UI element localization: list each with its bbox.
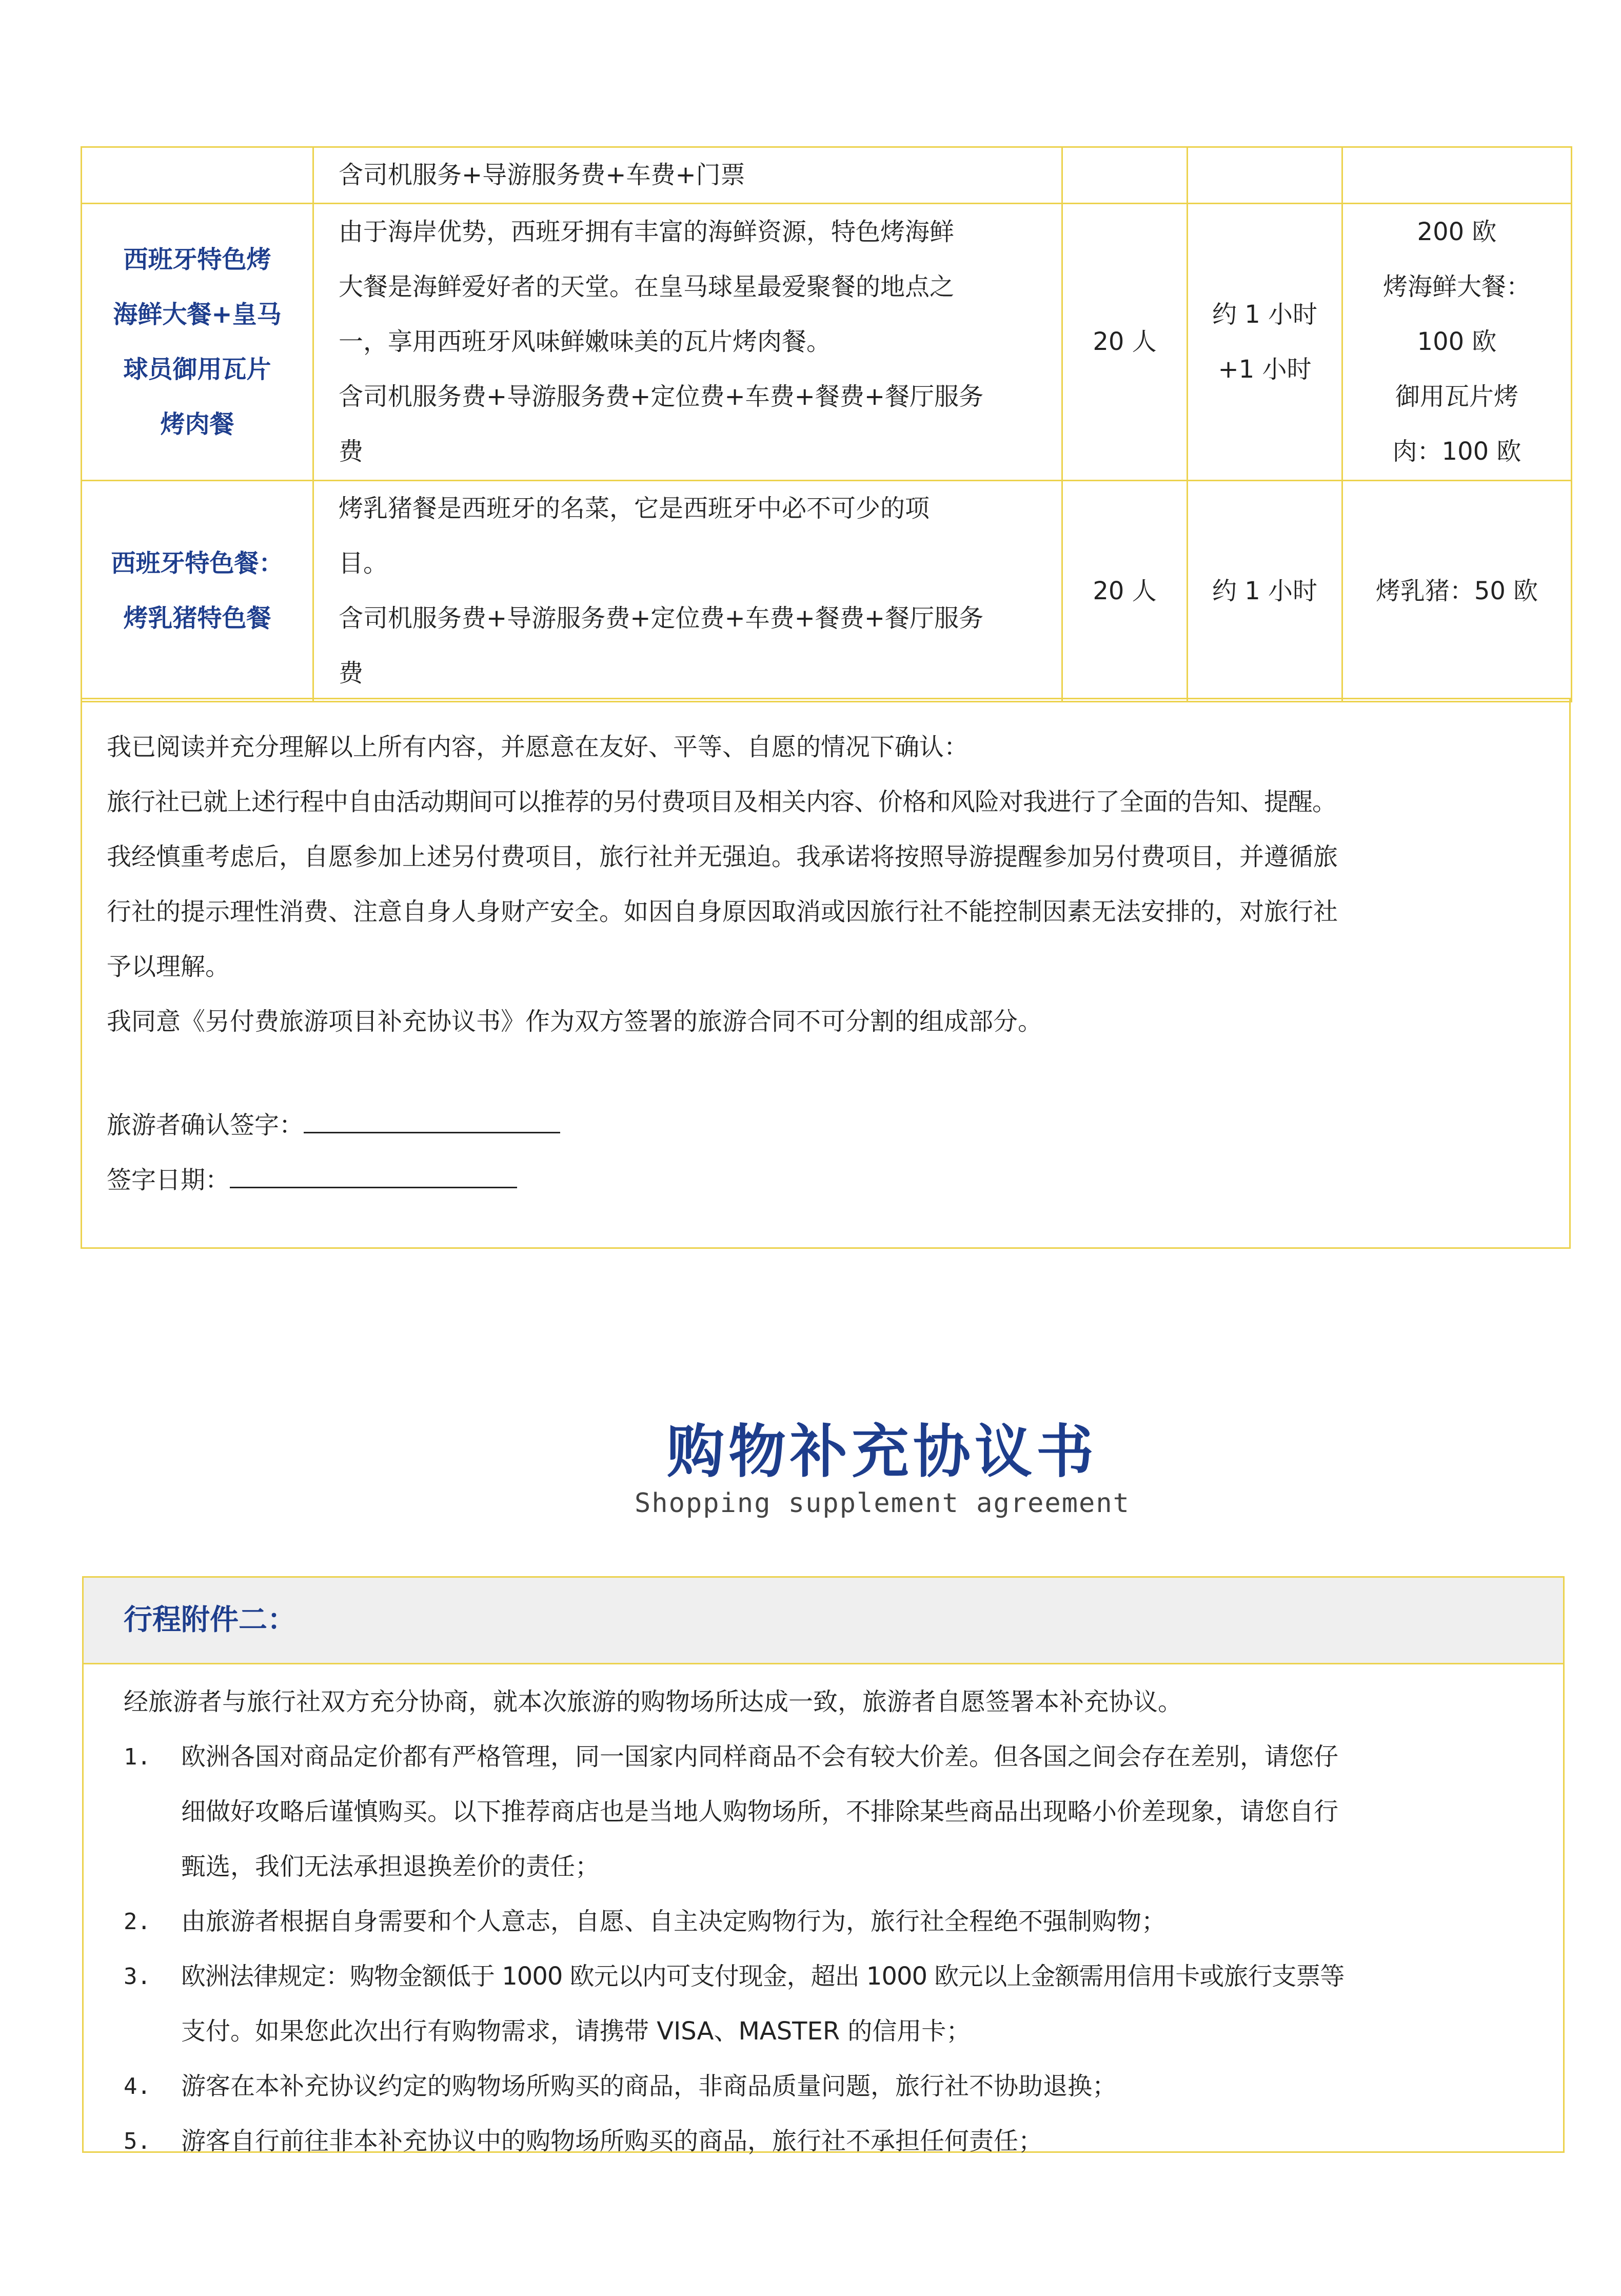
signature-label: 旅游者确认签字： <box>107 1111 304 1140</box>
item-desc-line: 由于海岸优势，西班牙拥有丰富的海鲜资源，特色烤海鲜 <box>339 218 955 246</box>
item-price-cell <box>1342 481 1572 702</box>
attachment-box <box>82 1576 1565 2153</box>
confirmation-line: 我已阅读并充分理解以上所有内容，并愿意在友好、平等、自愿的情况下确认： <box>107 733 969 761</box>
list-item <box>124 2059 1527 2114</box>
item-desc-line: 费 <box>339 437 364 466</box>
optional-items-table <box>81 146 1572 702</box>
list-item-number: 2. <box>124 1909 151 1935</box>
item-name-cell <box>82 147 313 204</box>
confirmation-line: 我经慎重考虑后，自愿参加上述另付费项目，旅行社并无强迫。我承诺将按照导游提醒参加另付费项目，并遵循旅 <box>107 842 1338 871</box>
list-item-line: 游客自行前往非本补充协议中的购物场所购买的商品，旅行社不承担任何责任； <box>181 2127 1043 2155</box>
item-desc-line: 含司机服务费+导游服务费+定位费+车费+餐费+餐厅服务 <box>339 604 984 633</box>
item-name-line: 西班牙特色烤 <box>123 245 271 274</box>
attachment-list <box>124 1730 1527 2169</box>
signature-date-label: 签字日期： <box>107 1166 230 1194</box>
confirmation-text <box>107 720 1553 1208</box>
signature-row <box>107 1098 1553 1153</box>
confirmation-line: 旅行社已就上述行程中自由活动期间可以推荐的另付费项目及相关内容、价格和风险对我进行了全面的告知、提醒。 <box>107 788 1337 816</box>
item-duration-cell <box>1188 147 1342 204</box>
table-row <box>82 147 1572 204</box>
confirmation-box <box>81 698 1571 1249</box>
confirmation-line: 我同意《另付费旅游项目补充协议书》作为双方签署的旅游合同不可分割的组成部分。 <box>107 1007 1043 1036</box>
item-desc-cell <box>313 481 1062 702</box>
item-price-line: 200 欧 <box>1417 218 1497 246</box>
section-subtitle: Shopping supplement agreement <box>635 1488 1130 1519</box>
item-desc-cell <box>313 204 1062 481</box>
list-item <box>124 1894 1527 1949</box>
list-item-line: 细做好攻略后谨慎购买。以下推荐商店也是当地人购物场所，不排除某些商品出现略小价差现象，请您自行 <box>181 1797 1339 1826</box>
list-item <box>124 1949 1527 2059</box>
list-item-line: 游客在本补充协议约定的购物场所购买的商品，非商品质量问题，旅行社不协助退换； <box>181 2072 1117 2101</box>
item-price-line: 肉：100 欧 <box>1392 437 1521 466</box>
item-price-cell <box>1342 204 1572 481</box>
item-duration-cell <box>1188 481 1342 702</box>
item-price-line: 100 欧 <box>1417 327 1497 356</box>
item-desc-line: 含司机服务费+导游服务费+定位费+车费+餐费+餐厅服务 <box>339 382 984 411</box>
item-price-line: 御用瓦片烤 <box>1395 382 1518 411</box>
item-name-line: 烤肉餐 <box>160 409 234 439</box>
item-desc-line: 费 <box>339 659 364 688</box>
item-desc-cell <box>313 147 1062 204</box>
list-item <box>124 2114 1527 2169</box>
list-item-line: 由旅游者根据自身需要和个人意志，自愿、自主决定购物行为，旅行社全程绝不强制购物； <box>181 1907 1167 1936</box>
attachment-body <box>84 1664 1563 2169</box>
table-row <box>82 481 1572 702</box>
item-name-cell <box>82 481 313 702</box>
item-people-cell: 20 人 <box>1062 481 1188 702</box>
confirmation-line: 予以理解。 <box>107 952 230 981</box>
item-duration-line: 约 1 小时 <box>1212 300 1318 329</box>
list-item-line: 甄选，我们无法承担退换差价的责任； <box>181 1852 600 1881</box>
item-price-line: 烤海鲜大餐： <box>1382 272 1531 301</box>
item-name-cell <box>82 204 313 481</box>
item-duration-line: +1 小时 <box>1218 355 1312 384</box>
item-people-cell: 20 人 <box>1062 204 1188 481</box>
item-desc-line: 目。 <box>339 549 388 578</box>
item-price-line: 烤乳猪：50 欧 <box>1375 576 1538 605</box>
list-item-number: 4. <box>124 2073 151 2099</box>
list-item <box>124 1730 1527 1894</box>
attachment-intro: 经旅游者与旅行社双方充分协商，就本次旅游的购物场所达成一致，旅游者自愿签署本补充协议。 <box>124 1687 1183 1716</box>
item-name-line: 球员御用瓦片 <box>123 355 271 384</box>
list-item-line: 欧洲法律规定：购物金额低于 1000 欧元以内可支付现金，超出 1000 欧元以上金额需用信用卡或旅行支票等 <box>181 1962 1345 1991</box>
signature-date-field[interactable] <box>230 1156 517 1188</box>
item-desc-line: 一，享用西班牙风味鲜嫩味美的瓦片烤肉餐。 <box>339 327 832 356</box>
item-desc-line: 大餐是海鲜爱好者的天堂。在皇马球星最爱聚餐的地点之 <box>339 272 955 301</box>
item-people-cell <box>1062 147 1188 204</box>
confirmation-line: 行社的提示理性消费、注意自身人身财产安全。如因自身原因取消或因旅行社不能控制因素无法安排的，对旅行社 <box>107 897 1338 926</box>
list-item-line: 支付。如果您此次出行有购物需求，请携带 VISA、MASTER 的信用卡； <box>181 2017 971 2046</box>
list-item-line: 欧洲各国对商品定价都有严格管理，同一国家内同样商品不会有较大价差。但各国之间会存在差别，请您仔 <box>181 1742 1339 1771</box>
item-name-line: 西班牙特色餐： <box>111 549 284 578</box>
list-item-number: 1. <box>124 1744 151 1770</box>
list-item-number: 3. <box>124 1964 151 1990</box>
item-name-line: 海鲜大餐+皇马 <box>113 300 282 329</box>
attachment-heading: 行程附件二： <box>84 1578 1563 1664</box>
table-row <box>82 204 1572 481</box>
signature-date-row <box>107 1153 1553 1208</box>
item-name-line: 烤乳猪特色餐 <box>123 604 271 633</box>
signature-field[interactable] <box>304 1101 560 1133</box>
list-item-number: 5. <box>124 2128 151 2154</box>
item-price-cell <box>1342 147 1572 204</box>
section-title: 购物补充协议书 <box>667 1419 1098 1485</box>
item-desc-line: 烤乳猪餐是西班牙的名菜，它是西班牙中必不可少的项 <box>339 494 930 523</box>
item-desc-line: 含司机服务+导游服务费+车费+门票 <box>339 161 745 189</box>
item-duration-line: 约 1 小时 <box>1212 576 1318 605</box>
item-duration-cell <box>1188 204 1342 481</box>
